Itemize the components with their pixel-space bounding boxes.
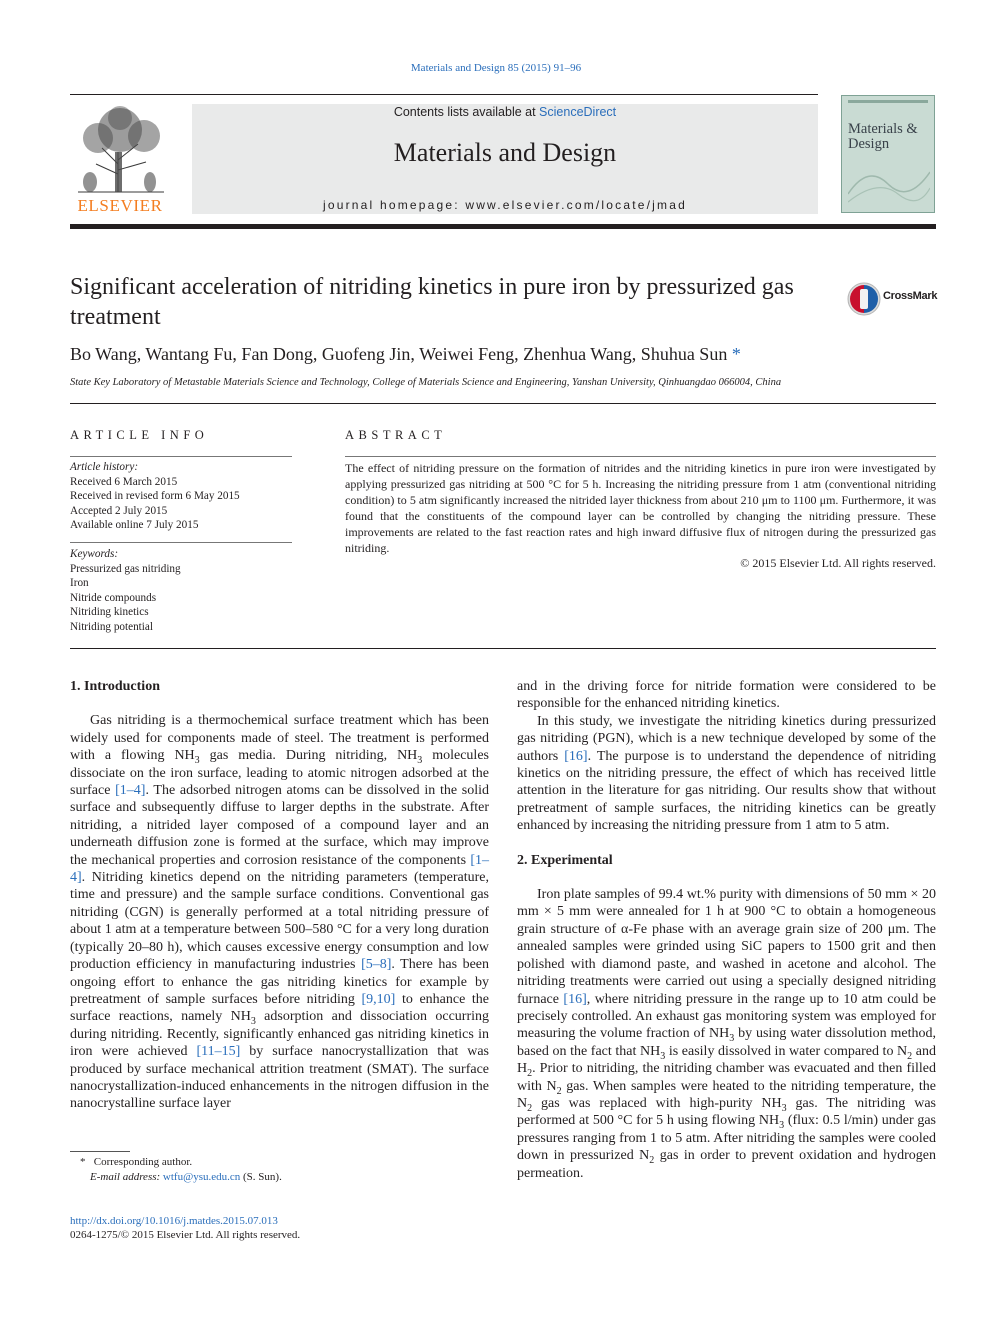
journal-title: Materials and Design bbox=[393, 138, 617, 167]
history-received: Received 6 March 2015 bbox=[70, 475, 178, 488]
citation-link[interactable]: [1–4] bbox=[70, 852, 489, 886]
article-info-heading: ARTICLE INFO bbox=[70, 428, 209, 442]
keyword-item: Nitride compounds bbox=[70, 591, 157, 604]
article-title: Significant acceleration of nitriding kinetics in pure iron by pressurized gas treatment bbox=[70, 274, 794, 330]
contents-lists-line: Contents lists available at ScienceDirect bbox=[393, 105, 617, 119]
keywords-label: Keywords: bbox=[70, 548, 119, 560]
journal-homepage: journal homepage: www.elsevier.com/locate/jmad bbox=[322, 198, 687, 212]
history-accepted: Accepted 2 July 2015 bbox=[70, 504, 168, 517]
experimental-paragraph-1: Iron plate samples of 99.4 wt.% purity with dimensions of 50 mm × 20 mm × 5 mm were annealed for 1 h at 900 °C to obtain a homogeneous grain structure of α-Fe phase with an average grain size of 200 μm. The annealed samples were grinded using SiC papers to 1500 grit and then polished with diamond paste, and washed in acetone and alcohol. The nitriding treatments were carried out using a specially designed nitriding furnace [16], where nitriding pressure in the range up to 10 atm could be precisely controlled. An exhaust gas monitoring system was employed for measuring the volume fraction of $NH_3$ by using water dissolution method, based on the fact that $NH_3$ is easily dissolved in water compared to $N_2$ and $H_2$. Prior to nitriding, the nitriding chamber was evacuated and then filled with $N_2$ gas. When samples were heated to the nitriding temperature, the $N_2$ gas was replaced with high-purity $NH_3$ gas. The nitriding was performed at 500 °C for 5 h using flowing $NH_3$ (flux: 0.5 l/min) under gas pressures ranging from 1 to 5 atm. After nitriding the samples were cooled down in pressurized $N_2$ gas in order to prevent oxidation and hydrogen permeation. bbox=[517, 887, 936, 1181]
doi-link[interactable]: http://dx.doi.org/10.1016/j.matdes.2015.07.013 bbox=[70, 1215, 278, 1227]
cover-stripe bbox=[848, 100, 928, 103]
cover-title: Materials & Design bbox=[848, 121, 918, 152]
crossmark-icon[interactable] bbox=[846, 281, 882, 317]
abstract-text: The effect of nitriding pressure on the formation of nitrides and the nitriding kinetics in pure iron were investigated by applying pressurized gas nitriding at 500 °C for 5 h. Increasing the nitriding pressure from 1 atm (conventional nitriding condition) to 5 atm significantly increased the nitrided layer thickness from about 210 μm to 1100 μm. Furthermore, it was found that the constituents of the compound layer can be controlled by changing the nitriding pressure. These improvements are related to the fast reaction rates and high inward diffusive flux of nitrogen during the pressurized gas nitriding. bbox=[345, 461, 936, 555]
article-info-rule bbox=[70, 456, 292, 457]
footnote: * Corresponding author. E-mail address: wtfu@ysu.edu.cn (S. Sun). bbox=[80, 1156, 282, 1183]
body-right-column bbox=[517, 678, 936, 1182]
abstract-rule bbox=[345, 456, 936, 457]
homepage-link[interactable]: www.elsevier.com/locate/jmad bbox=[465, 198, 687, 212]
section-rule bbox=[70, 648, 936, 649]
body-left-column bbox=[70, 678, 489, 1113]
author-list: Bo Wang, Wantang Fu, Fan Dong, Guofeng Jin, Weiwei Feng, Zhenhua Wang, Shuhua Sun * bbox=[70, 344, 741, 364]
introduction-heading: 1. Introduction bbox=[70, 679, 160, 694]
citation-link[interactable]: [16] bbox=[563, 991, 587, 1007]
keyword-item: Nitriding kinetics bbox=[70, 606, 149, 618]
history-revised: Received in revised form 6 May 2015 bbox=[70, 490, 240, 502]
citation-link[interactable]: [1–4] bbox=[115, 783, 146, 799]
journal-cover-thumbnail[interactable] bbox=[841, 95, 935, 213]
intro-paragraph-1: Gas nitriding is a thermochemical surface treatment which has been widely used for components made of steel. The treatment is performed with a flowing $NH_3$ gas media. During nitriding, $NH_3$ molecules dissociate on the iron surface, leading to atomic nitrogen adsorbed at the surface [1–4]. The adsorbed nitrogen atoms can be dissolved in the solid surface and subsequently diffuse to larger depths in the substrate. After nitriding, a nitrided layer composed of a compound layer and an underneath diffusion zone is formed at the surface, which may improve the mechanical properties and corrosion resistance of the components [1–4]. Nitriding kinetics depend on the nitriding parameters (temperature, time and pressure) and the sample surface conditions. Conventional gas nitriding (CGN) is generally performed at a total nitriding pressure of about 1 atm at a temperature between 500–580 °C for a very long duration (typically 20–80 h), which causes excessive energy consumption and low production efficiency in manufacturing industries [5–8]. There has been ongoing effort to enhance the gas nitriding kinetics for example by pretreatment of sample surfaces before nitriding [9,10] to enhance the surface reactions, namely $NH_3$ adsorption and dissociation occurring during nitriding. Recently, significantly enhanced gas nitriding kinetics in iron were achieved [11–15] by surface nanocrystallization that was produced by surface mechanical attrition treatment (SMAT). The surface nanocrystallization-induced enhancements in the nitrogen diffusion in the nanocrystalline surface layer bbox=[70, 713, 490, 1112]
journal-reference-link[interactable]: Materials and Design 85 (2015) 91–96 bbox=[410, 62, 582, 74]
footnote-rule bbox=[70, 1151, 130, 1152]
crossmark-label[interactable]: CrossMark bbox=[883, 290, 938, 302]
keyword-item: Pressurized gas nitriding bbox=[70, 562, 181, 575]
affiliation: State Key Laboratory of Metastable Materials Science and Technology, College of Materials Science and Engineering, Yanshan University, Qinhuangdao 066004, China bbox=[70, 377, 782, 388]
keyword-item: Iron bbox=[70, 577, 89, 589]
cover-graphic-icon bbox=[848, 154, 930, 204]
abstract-copyright: © 2015 Elsevier Ltd. All rights reserved. bbox=[740, 556, 936, 570]
keywords-block bbox=[70, 547, 292, 634]
history-online: Available online 7 July 2015 bbox=[70, 519, 199, 531]
citation-link[interactable]: [9,10] bbox=[361, 991, 396, 1007]
header-rule bbox=[70, 94, 818, 95]
email-link[interactable]: wtfu@ysu.edu.cn bbox=[162, 1171, 241, 1183]
intro-continuation: and in the driving force for nitride formation were considered to be responsible for the enhanced nitriding kinetics. bbox=[517, 679, 936, 712]
email-label: E-mail address: bbox=[90, 1171, 163, 1183]
header-thick-rule bbox=[70, 224, 936, 229]
corresponding-author-note: Corresponding author. bbox=[93, 1156, 193, 1168]
intro-paragraph-2: In this study, we investigate the nitriding kinetics during pressurized gas nitriding (PGN), which is a new technique developed by some of the authors [16]. The purpose is to understand the dependence of nitriding kinetics on the nitriding pressure, the effect of which has received little attention in the literature for gas nitriding. Our results show that without pretreatment of sample surfaces, the nitriding kinetics can be greatly enhanced by increasing the nitriding pressure from 1 atm to 5 atm. bbox=[517, 713, 936, 834]
issn-line: 0264-1275/© 2015 Elsevier Ltd. All rights reserved. bbox=[70, 1229, 301, 1241]
abstract-heading: ABSTRACT bbox=[345, 428, 447, 442]
footnote-mark: * bbox=[80, 1156, 86, 1168]
keyword-item: Nitriding potential bbox=[70, 620, 153, 633]
title-rule bbox=[70, 403, 936, 404]
experimental-heading: 2. Experimental bbox=[517, 852, 613, 868]
citation-link[interactable]: [16] bbox=[564, 748, 588, 764]
sciencedirect-link[interactable]: ScienceDirect bbox=[539, 105, 617, 119]
corresponding-author-mark[interactable]: * bbox=[731, 344, 741, 364]
citation-link[interactable]: [11–15] bbox=[196, 1044, 241, 1060]
article-history bbox=[70, 460, 292, 533]
keywords-rule bbox=[70, 542, 292, 543]
elsevier-wordmark: ELSEVIER bbox=[77, 196, 163, 215]
citation-link[interactable]: [5–8] bbox=[361, 957, 392, 973]
article-history-label: Article history: bbox=[70, 461, 139, 473]
